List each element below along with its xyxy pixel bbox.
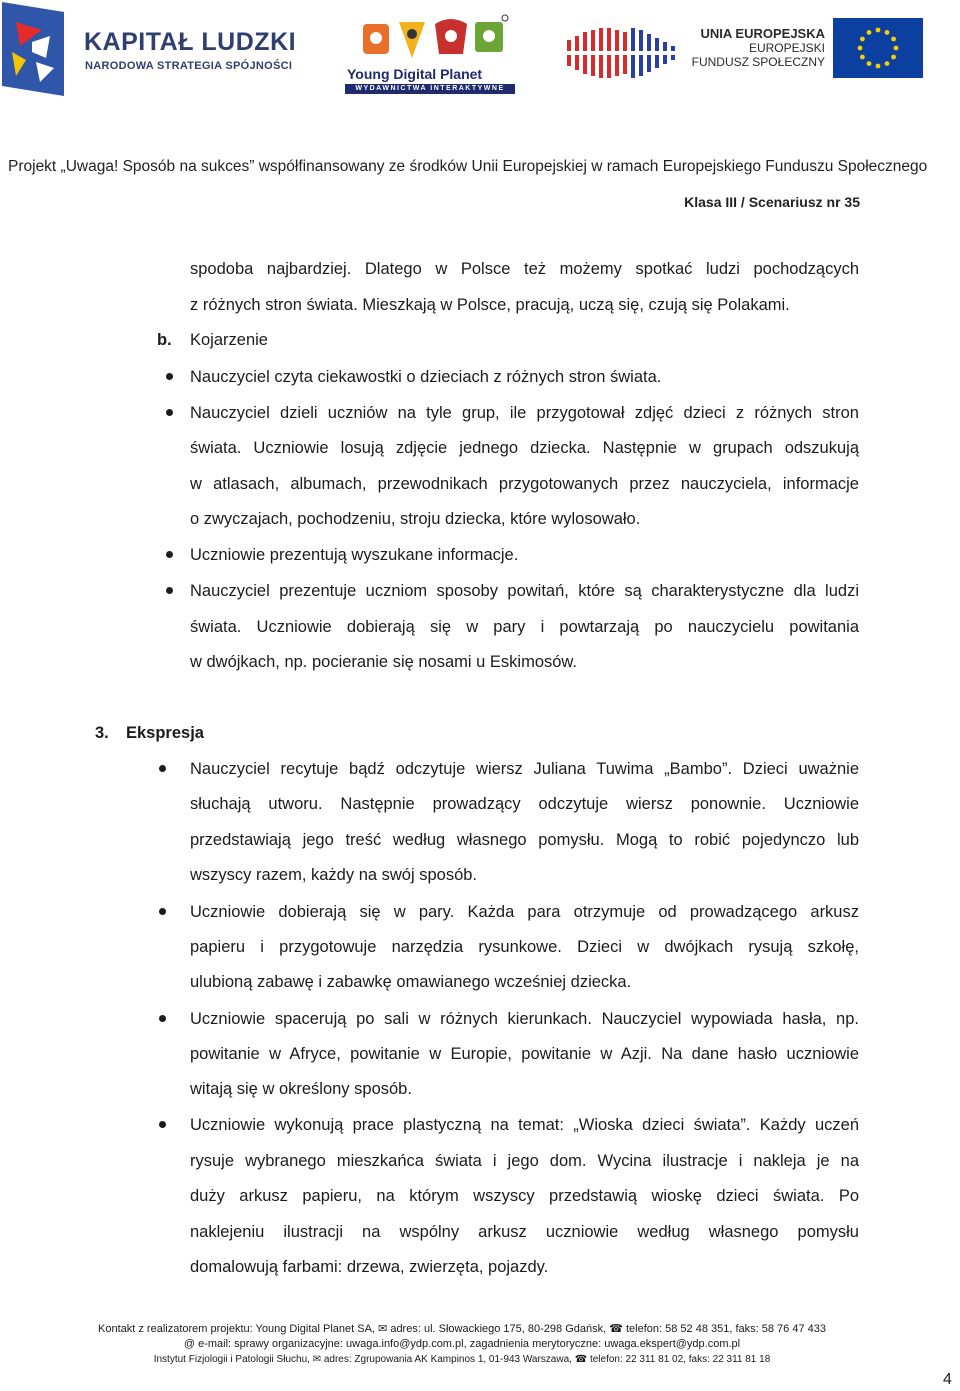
footer-email-line: @ e-mail: sprawy organizacyjne: uwaga.info@ydp.com.pl, zagadnienia merytoryczne: uwaga.ekspert@ydp.com.pl xyxy=(183,1338,741,1350)
list-item: Uczniowie prezentują wyszukane informacje. xyxy=(190,546,519,564)
list-item-line: świata. Uczniowie dobierają się w pary i powtarzają po nauczycielu powitania xyxy=(190,618,859,636)
list-item-line: słuchają utworu. Następnie prowadzący odczytuje wiersz ponownie. Uczniowie xyxy=(190,795,859,813)
list-item-line: wszyscy razem, każdy na swój sposób. xyxy=(190,866,478,884)
ydp-name: Young Digital Planet xyxy=(347,66,483,82)
section-b-title: Kojarzenie xyxy=(190,331,268,349)
list-item-line: przedstawiają jego treść według własnego pomysłu. Mogą to robić pojedynczo lub xyxy=(190,831,859,849)
list-item: Uczniowie dobierają się w pary. Każda para otrzymuje od prowadzącego arkusz xyxy=(190,903,859,921)
list-item: Nauczyciel recytuje bądź odczytuje wiersz Juliana Tuwima „Bambo”. Dzieci uważnie xyxy=(190,760,859,778)
kapital-ludzki-subtitle: NARODOWA STRATEGIA SPÓJNOŚCI xyxy=(85,60,293,72)
bullet-icon xyxy=(166,409,173,416)
class-scenario-label: Klasa III / Scenariusz nr 35 xyxy=(684,194,860,210)
young-digital-planet-logo xyxy=(345,10,520,96)
footer-institute-line: Instytut Fizjologii i Patologii Słuchu, ✉ adres: Zgrupowania AK Kampinos 1, 01-943 Warszawa, ☎ telefon: 22 311 81 02, faks: 22 311 81 18 xyxy=(153,1354,771,1365)
bullet-icon xyxy=(166,587,173,594)
list-item-line: w atlasach, albumach, przewodnikach przygotowanych przez nauczyciela, informacje xyxy=(190,475,859,493)
bullet-icon xyxy=(159,908,166,915)
list-item-line: świata. Uczniowie losują zdjęcie jednego dziecka. Następnie w grupach odszukują xyxy=(190,439,859,457)
list-item-line: ulubioną zabawę i zabawkę omawianego wcześniej dziecka. xyxy=(190,973,632,991)
list-item-line: w dwójkach, np. pocieranie się nosami u Eskimosów. xyxy=(190,653,578,671)
section-3-title: Ekspresja xyxy=(126,724,204,742)
list-item: Uczniowie spacerują po sali w różnych kierunkach. Nauczyciel wypowiada hasła, np. xyxy=(190,1010,859,1028)
section-b-number: b. xyxy=(157,331,172,349)
list-item: Nauczyciel prezentuje uczniom sposoby powitań, które są charakterystyczne dla ludzi xyxy=(190,582,859,600)
list-item-line: rysuje wybranego mieszkańca świata i jego dom. Wycina ilustracje i nakleja je na xyxy=(190,1152,859,1170)
bullet-icon xyxy=(166,373,173,380)
bullet-icon xyxy=(159,1015,166,1022)
footer-contact-line: Kontakt z realizatorem projektu: Young Digital Planet SA, ✉ adres: ul. Słowackiego 175, 80-298 Gdańsk, ☎ telefon: 58 52 48 351, faks: 58 76 47 433 xyxy=(98,1323,826,1335)
list-item-line: papieru i przygotowuje narzędzia rysunkowe. Dzieci w dwójkach rysują szkołę, xyxy=(190,938,859,956)
kapital-ludzki-title: KAPITAŁ LUDZKI xyxy=(84,28,297,56)
eu-line2: EUROPEJSKI xyxy=(748,41,825,55)
list-item-line: powitanie w Afryce, powitanie w Europie, powitanie w Azji. Na dane hasło uczniowie xyxy=(190,1045,859,1063)
project-line: Projekt „Uwaga! Sposób na sukces” współfinansowany ze środków Unii Europejskiej w ramach Europejskiego Funduszu Społecznego xyxy=(8,158,928,175)
eu-line3: FUNDUSZ SPOŁECZNY xyxy=(691,55,825,69)
kapital-ludzki-logo xyxy=(0,0,300,100)
paragraph-line: z różnych stron świata. Mieszkają w Polsce, pracują, uczą się, czują się Polakami. xyxy=(190,296,790,314)
paragraph-line: spodoba najbardziej. Dlatego w Polsce też możemy spotkać ludzi pochodzących xyxy=(190,260,859,278)
kapital-ludzki-mark-icon xyxy=(2,2,64,96)
bullet-icon xyxy=(159,1121,166,1128)
ydp-subtitle: WYDAWNICTWA INTERAKTYWNE xyxy=(355,85,505,92)
page-number: 4 xyxy=(943,1371,952,1388)
ydp-characters-icon xyxy=(359,14,509,66)
list-item-line: naklejeniu ilustracji na wspólny arkusz uczniowie według własnego pomysłu xyxy=(190,1223,859,1241)
list-item-line: domalowują farbami: drzewa, zwierzęta, pojazdy. xyxy=(190,1258,549,1276)
list-item: Nauczyciel czyta ciekawostki o dzieciach z różnych stron świata. xyxy=(190,368,662,386)
list-item-line: witają się w określony sposób. xyxy=(190,1080,412,1098)
eu-line1: UNIA EUROPEJSKA xyxy=(700,26,825,41)
bullet-icon xyxy=(166,551,173,558)
eu-flag-icon xyxy=(833,18,923,78)
section-3-number: 3. xyxy=(95,724,109,742)
eu-logo xyxy=(691,18,925,80)
bullet-icon xyxy=(159,765,166,772)
list-item-line: duży arkusz papieru, na którym wszyscy przedstawią wioskę dzieci świata. Po xyxy=(190,1187,859,1205)
list-item: Uczniowie wykonują prace plastyczną na temat: „Wioska dzieci świata”. Każdy uczeń xyxy=(190,1116,859,1134)
list-item: Nauczyciel dzieli uczniów na tyle grup, ile przygotował zdjęć dzieci z różnych stron xyxy=(190,404,859,422)
institute-hearing-logo-icon xyxy=(563,10,683,96)
list-item-line: o zwyczajach, pochodzeniu, stroju dziecka, które wylosowało. xyxy=(190,510,641,528)
